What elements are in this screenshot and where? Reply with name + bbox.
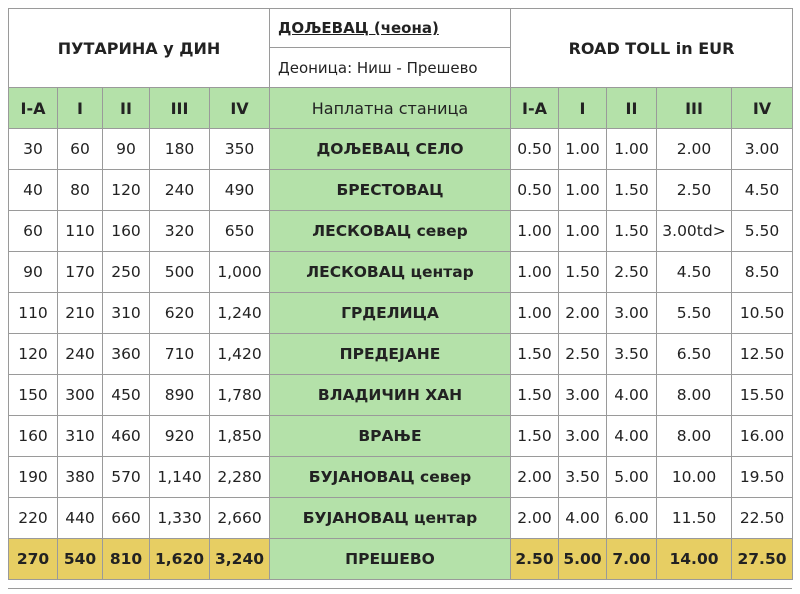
eur-value: 3.00	[732, 129, 793, 170]
din-value: 310	[58, 416, 103, 457]
eur-value: 2.00	[511, 498, 559, 539]
din-value: 210	[58, 293, 103, 334]
din-value: 660	[103, 498, 150, 539]
din-value: 810	[103, 539, 150, 580]
table-row	[9, 457, 793, 498]
din-value: 110	[58, 211, 103, 252]
din-value: 650	[210, 211, 270, 252]
din-value: 360	[103, 334, 150, 375]
table-row	[9, 129, 793, 170]
section-route: Деоница: Ниш - Прешево	[270, 48, 511, 88]
table-row	[9, 211, 793, 252]
table-row	[9, 293, 793, 334]
eur-value: 1.00	[511, 252, 559, 293]
din-value: 240	[58, 334, 103, 375]
eur-value: 10.50	[732, 293, 793, 334]
eur-value: 1.50	[511, 416, 559, 457]
din-value: 890	[150, 375, 210, 416]
eur-value: 4.50	[657, 252, 732, 293]
eur-value: 2.50	[657, 170, 732, 211]
din-value: 540	[58, 539, 103, 580]
eur-value: 1.00	[511, 293, 559, 334]
station-name: БУЈАНОВАЦ север	[270, 457, 511, 498]
din-col-header: III	[150, 88, 210, 129]
din-value: 2,280	[210, 457, 270, 498]
eur-value: 3.00	[559, 416, 607, 457]
total-row	[9, 539, 793, 580]
din-value: 570	[103, 457, 150, 498]
din-col-header: II	[103, 88, 150, 129]
din-value: 310	[103, 293, 150, 334]
eur-value: 4.00	[607, 375, 657, 416]
eur-value: 4.00	[607, 416, 657, 457]
din-value: 620	[150, 293, 210, 334]
eur-value: 5.00	[607, 457, 657, 498]
toll-table-body	[9, 9, 793, 580]
din-value: 1,620	[150, 539, 210, 580]
din-value: 350	[210, 129, 270, 170]
eur-value: 1.00	[511, 211, 559, 252]
din-value: 90	[9, 252, 58, 293]
station-name: БРЕСТОВАЦ	[270, 170, 511, 211]
eur-value: 2.00	[559, 293, 607, 334]
eur-col-header: III	[657, 88, 732, 129]
station-name: ГРДЕЛИЦА	[270, 293, 511, 334]
din-value: 190	[9, 457, 58, 498]
eur-value: 8.00	[657, 375, 732, 416]
eur-value: 27.50	[732, 539, 793, 580]
din-value: 440	[58, 498, 103, 539]
din-value: 1,240	[210, 293, 270, 334]
eur-value: 7.00	[607, 539, 657, 580]
din-value: 150	[9, 375, 58, 416]
din-value: 710	[150, 334, 210, 375]
eur-title: ROAD TOLL in EUR	[511, 9, 793, 88]
din-value: 180	[150, 129, 210, 170]
din-value: 60	[58, 129, 103, 170]
station-col-header: Наплатна станица	[270, 88, 511, 129]
eur-value: 2.50	[559, 334, 607, 375]
din-value: 170	[58, 252, 103, 293]
eur-value: 8.50	[732, 252, 793, 293]
eur-value: 3.50	[559, 457, 607, 498]
eur-value: 2.50	[607, 252, 657, 293]
din-value: 320	[150, 211, 210, 252]
eur-col-header: I-A	[511, 88, 559, 129]
din-col-header: I-A	[9, 88, 58, 129]
din-value: 270	[9, 539, 58, 580]
eur-value: 10.00	[657, 457, 732, 498]
eur-value: 1.50	[511, 375, 559, 416]
eur-col-header: IV	[732, 88, 793, 129]
toll-table	[8, 8, 793, 580]
eur-col-header: II	[607, 88, 657, 129]
din-value: 110	[9, 293, 58, 334]
eur-value: 1.50	[607, 211, 657, 252]
din-value: 90	[103, 129, 150, 170]
station-name: ВРАЊЕ	[270, 416, 511, 457]
din-col-header: IV	[210, 88, 270, 129]
eur-value: 3.00	[607, 293, 657, 334]
eur-value: 2.50	[511, 539, 559, 580]
din-value: 220	[9, 498, 58, 539]
din-value: 1,850	[210, 416, 270, 457]
table-row	[9, 170, 793, 211]
station-name: ПРЕШЕВО	[270, 539, 511, 580]
eur-value: 4.50	[732, 170, 793, 211]
eur-value: 22.50	[732, 498, 793, 539]
din-value: 120	[103, 170, 150, 211]
din-title: ПУТАРИНА у ДИН	[9, 9, 270, 88]
table-row	[9, 334, 793, 375]
din-value: 500	[150, 252, 210, 293]
eur-value: 5.50	[657, 293, 732, 334]
bottom-rule	[8, 588, 792, 589]
din-value: 160	[103, 211, 150, 252]
table-row	[9, 416, 793, 457]
table-row	[9, 375, 793, 416]
eur-value: 12.50	[732, 334, 793, 375]
station-name: ДОЉЕВАЦ СЕЛО	[270, 129, 511, 170]
eur-value: 2.00	[657, 129, 732, 170]
din-value: 1,420	[210, 334, 270, 375]
din-value: 3,240	[210, 539, 270, 580]
eur-value: 16.00	[732, 416, 793, 457]
eur-value: 3.00	[559, 375, 607, 416]
table-row	[9, 498, 793, 539]
din-value: 30	[9, 129, 58, 170]
din-value: 2,660	[210, 498, 270, 539]
eur-value: 15.50	[732, 375, 793, 416]
station-name: ЛЕСКОВАЦ север	[270, 211, 511, 252]
header-row-top	[9, 9, 793, 48]
eur-value: 1.00	[559, 211, 607, 252]
eur-value: 11.50	[657, 498, 732, 539]
din-value: 40	[9, 170, 58, 211]
eur-value: 5.00	[559, 539, 607, 580]
eur-value: 19.50	[732, 457, 793, 498]
din-value: 490	[210, 170, 270, 211]
din-value: 460	[103, 416, 150, 457]
eur-value: 0.50	[511, 129, 559, 170]
table-row	[9, 252, 793, 293]
din-value: 1,330	[150, 498, 210, 539]
din-value: 60	[9, 211, 58, 252]
eur-value: 1.50	[607, 170, 657, 211]
eur-value: 14.00	[657, 539, 732, 580]
station-name: БУЈАНОВАЦ центар	[270, 498, 511, 539]
din-value: 1,780	[210, 375, 270, 416]
column-header-row	[9, 88, 793, 129]
eur-value: 3.00td>	[657, 211, 732, 252]
eur-value: 1.50	[559, 252, 607, 293]
eur-value: 8.00	[657, 416, 732, 457]
din-value: 300	[58, 375, 103, 416]
station-name: ВЛАДИЧИН ХАН	[270, 375, 511, 416]
din-col-header: I	[58, 88, 103, 129]
din-value: 80	[58, 170, 103, 211]
eur-value: 6.00	[607, 498, 657, 539]
eur-value: 1.00	[559, 129, 607, 170]
eur-value: 1.00	[607, 129, 657, 170]
eur-value: 1.00	[559, 170, 607, 211]
station-name: ПРЕДЕЈАНЕ	[270, 334, 511, 375]
din-value: 380	[58, 457, 103, 498]
din-value: 450	[103, 375, 150, 416]
eur-value: 0.50	[511, 170, 559, 211]
din-value: 160	[9, 416, 58, 457]
din-value: 250	[103, 252, 150, 293]
din-value: 120	[9, 334, 58, 375]
din-value: 1,000	[210, 252, 270, 293]
station-name: ЛЕСКОВАЦ центар	[270, 252, 511, 293]
din-value: 1,140	[150, 457, 210, 498]
eur-value: 3.50	[607, 334, 657, 375]
eur-col-header: I	[559, 88, 607, 129]
din-value: 920	[150, 416, 210, 457]
eur-value: 5.50	[732, 211, 793, 252]
eur-value: 1.50	[511, 334, 559, 375]
eur-value: 2.00	[511, 457, 559, 498]
eur-value: 4.00	[559, 498, 607, 539]
eur-value: 6.50	[657, 334, 732, 375]
din-value: 240	[150, 170, 210, 211]
section-name: ДОЉЕВАЦ (чеона)	[270, 9, 511, 48]
